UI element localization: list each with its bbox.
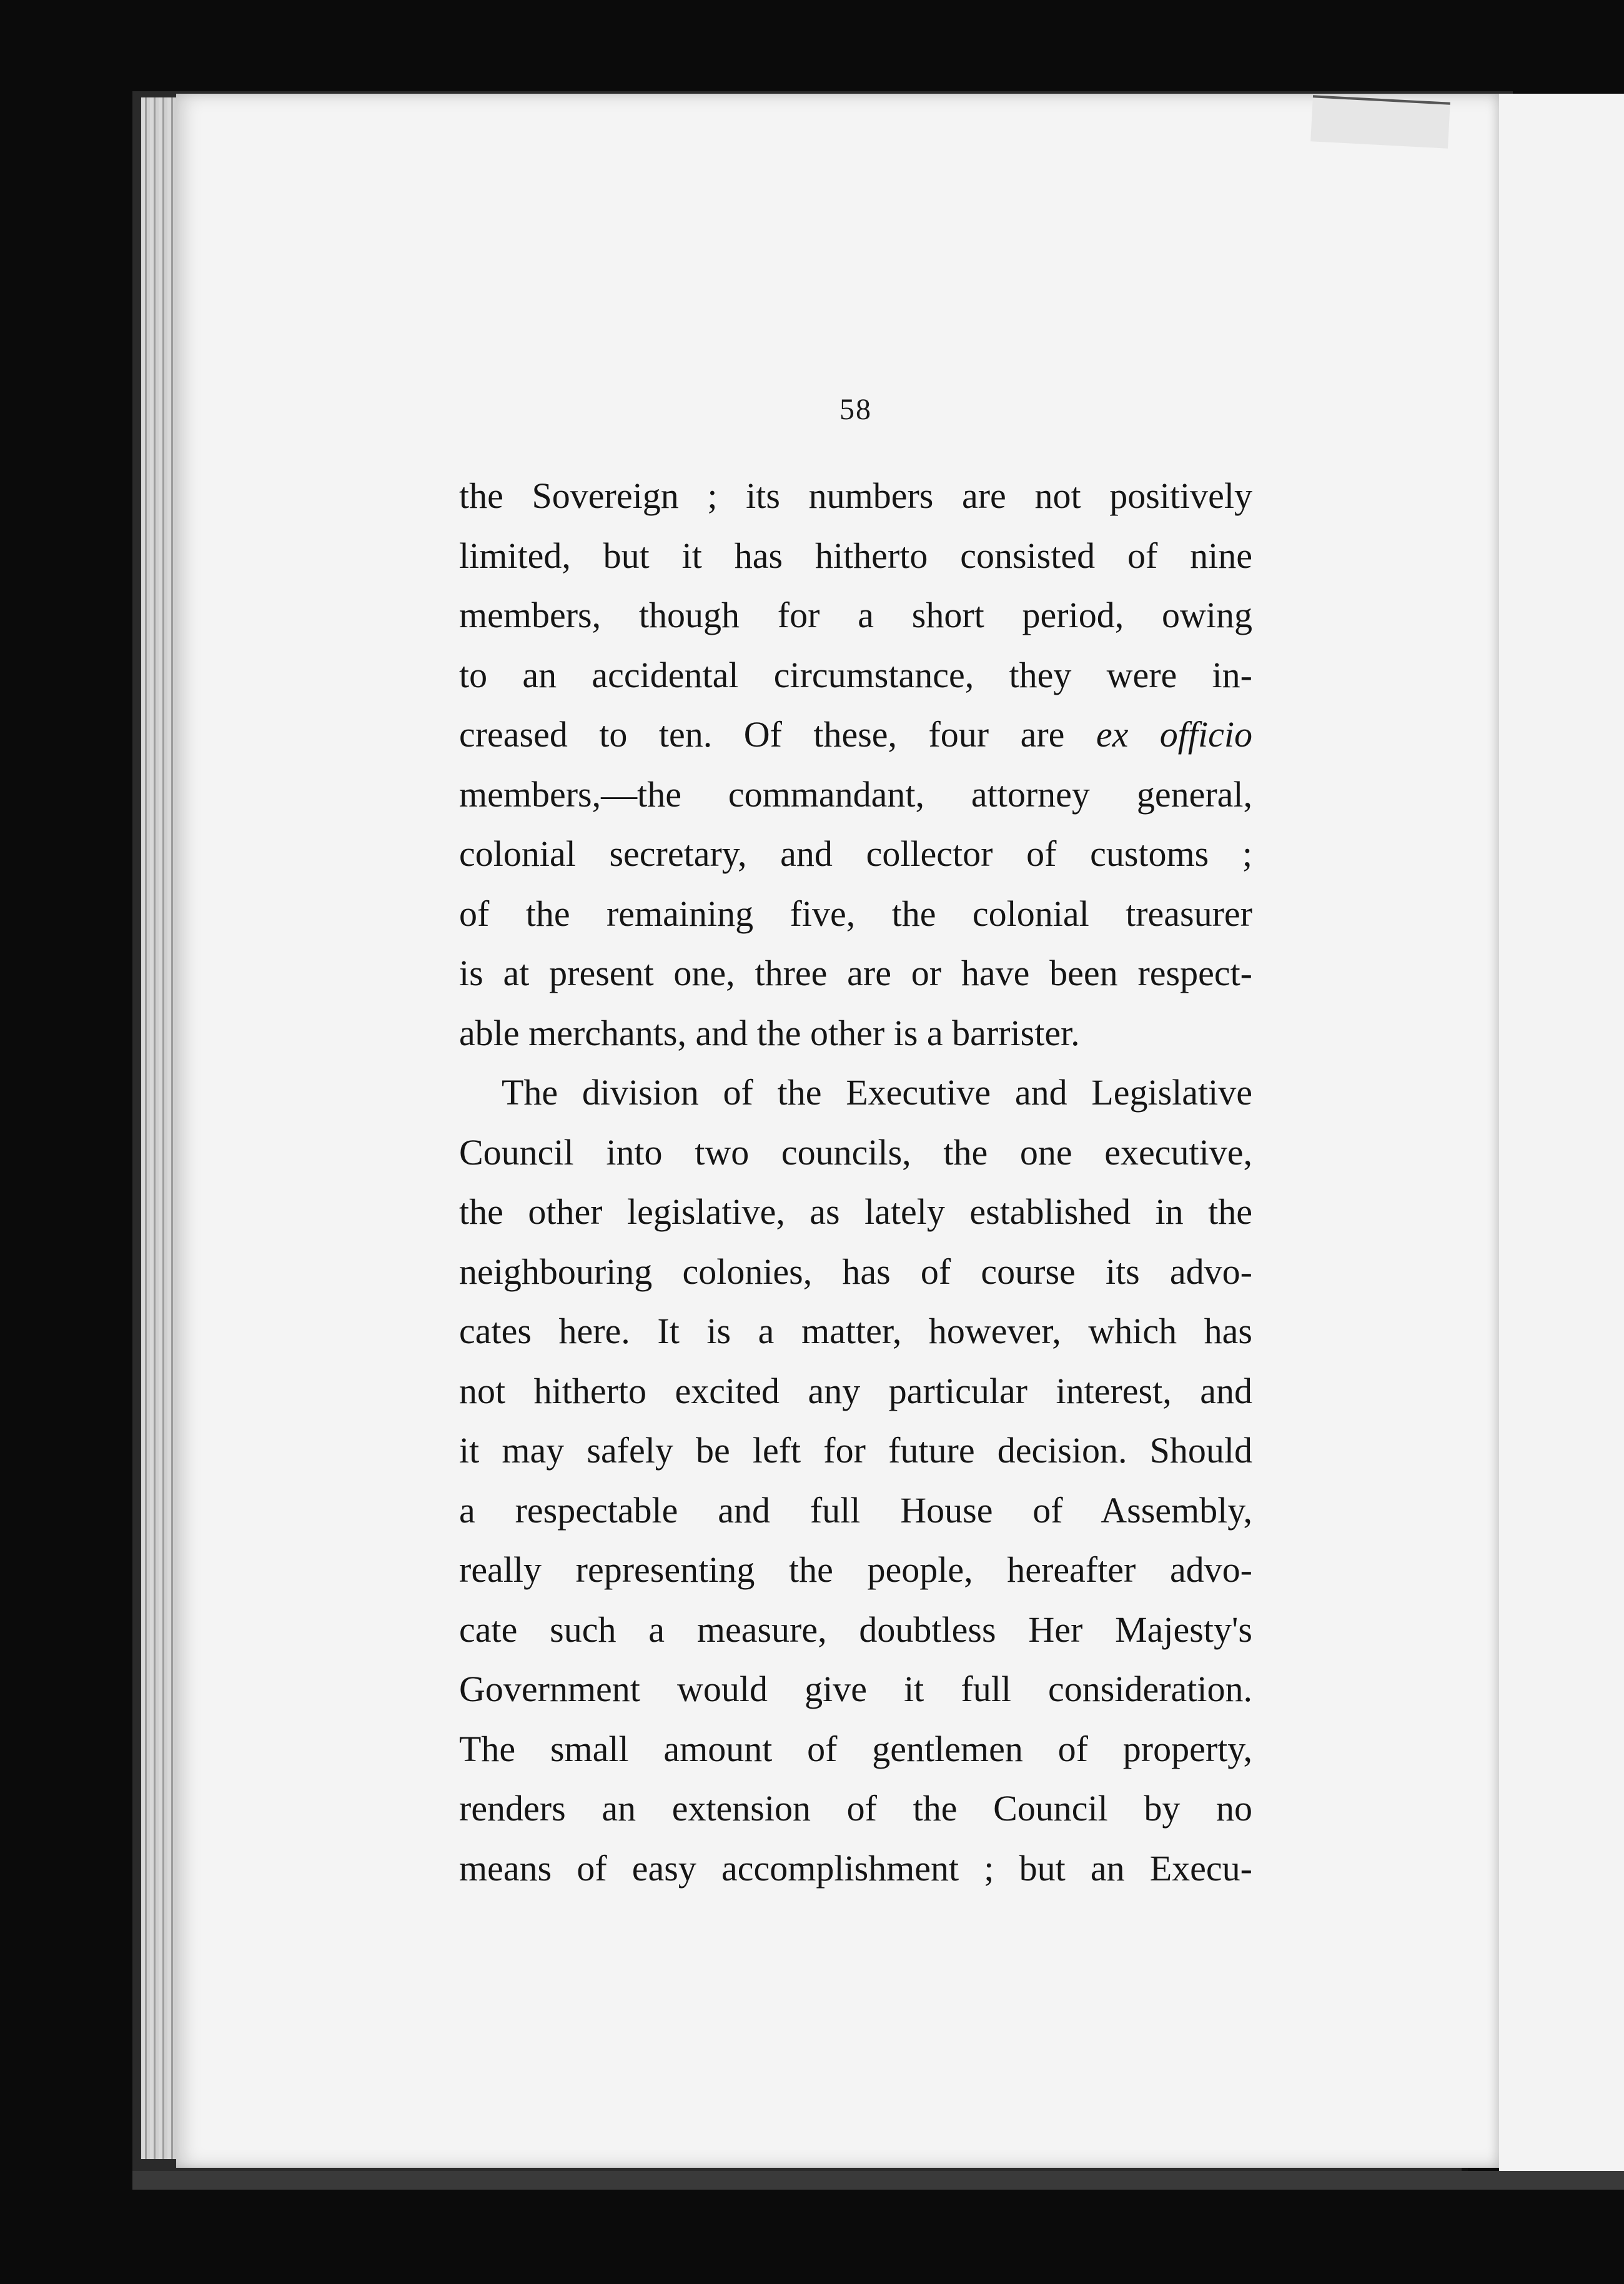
- text-line: renders an extension of the Council by no: [459, 1788, 1252, 1829]
- text-line: able merchants, and the other is a barrister.: [459, 1012, 1080, 1053]
- text-line: colonial secretary, and collector of customs ;: [459, 833, 1252, 874]
- text-line: not hitherto excited any particular interest, and: [459, 1370, 1252, 1411]
- text-line: cate such a measure, doubtless Her Majesty's: [459, 1609, 1252, 1650]
- text-line: members, though for a short period, owing: [459, 595, 1252, 635]
- text-line: Council into two councils, the one executive,: [459, 1131, 1252, 1173]
- text-line: it may safely be left for future decision. Should: [459, 1430, 1252, 1471]
- text-line: means of easy accomplishment ; but an Execu-: [459, 1847, 1252, 1889]
- page-corner-fold: [1310, 95, 1450, 148]
- text-line: limited, but it has hitherto consisted of nine: [459, 535, 1252, 576]
- text-line: the other legislative, as lately established in the: [459, 1191, 1252, 1232]
- body-text: [459, 466, 1252, 1898]
- text-line: Government would give it full consideration.: [459, 1669, 1252, 1709]
- text-line: [459, 705, 1252, 765]
- page-bottom-edge: [132, 2171, 1624, 2190]
- text-line-roman: creased to ten. Of these, four are: [459, 714, 1096, 755]
- text-line: cates here. It is a matter, however, which has: [459, 1311, 1252, 1351]
- facing-page: [1499, 94, 1624, 2174]
- text-line: of the remaining five, the colonial treasurer: [459, 893, 1252, 934]
- text-line: a respectable and full House of Assembly,: [459, 1489, 1252, 1531]
- text-line: the Sovereign ; its numbers are not positively: [459, 475, 1252, 516]
- text-line: to an accidental circumstance, they were in-: [459, 654, 1252, 695]
- text-line: is at present one, three are or have been respect-: [459, 953, 1252, 993]
- text-line: The division of the Executive and Legislative: [502, 1072, 1252, 1113]
- text-line: really representing the people, hereafter advo-: [459, 1549, 1252, 1590]
- text-line: The small amount of gentlemen of property,: [459, 1728, 1252, 1769]
- text-line: neighbouring colonies, has of course its advo-: [459, 1251, 1252, 1292]
- text-line: members,—the commandant, attorney general,: [459, 773, 1252, 815]
- latin-phrase: ex officio: [1096, 714, 1253, 755]
- page-number: 58: [839, 393, 872, 426]
